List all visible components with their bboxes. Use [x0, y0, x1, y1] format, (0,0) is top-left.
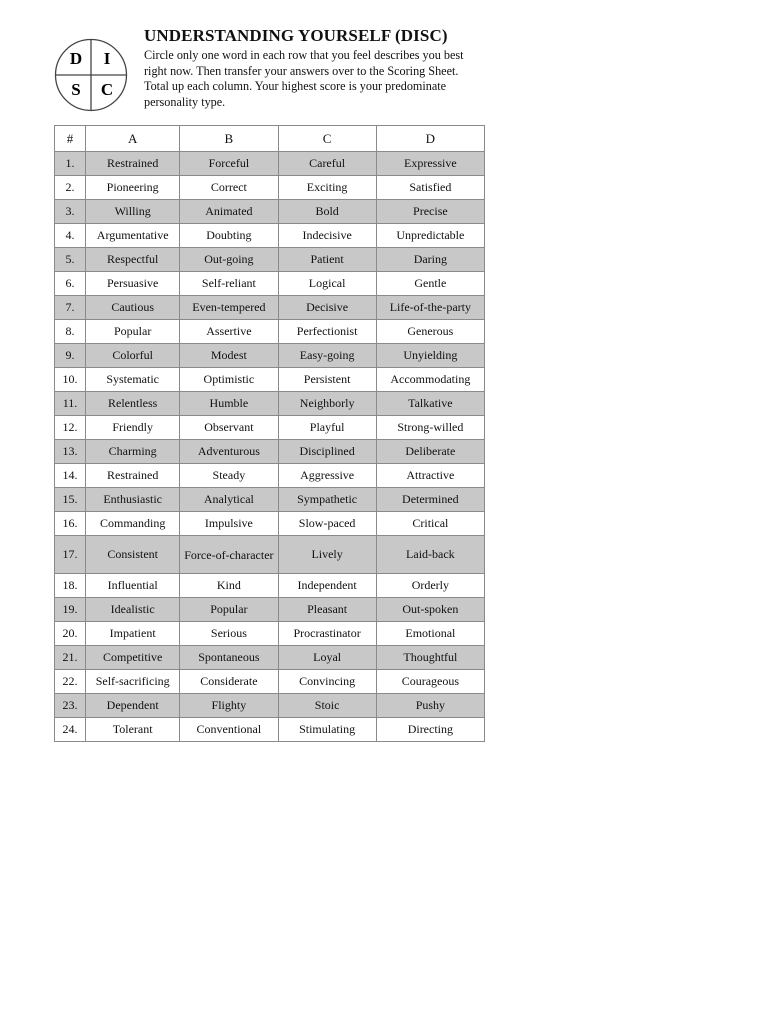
word-b[interactable]: Force-of-character [180, 536, 278, 574]
word-a[interactable]: Restrained [86, 152, 180, 176]
page-title: UNDERSTANDING YOURSELF (DISC) [144, 26, 448, 45]
word-d[interactable]: Accommodating [376, 368, 484, 392]
word-d[interactable]: Gentle [376, 272, 484, 296]
word-b[interactable]: Optimistic [180, 368, 278, 392]
table-row [55, 646, 485, 670]
header-column-c: C [278, 126, 376, 152]
word-d[interactable]: Determined [376, 488, 484, 512]
word-b[interactable]: Steady [180, 464, 278, 488]
word-c[interactable]: Easy-going [278, 344, 376, 368]
word-b[interactable]: Impulsive [180, 512, 278, 536]
word-a[interactable]: Charming [86, 440, 180, 464]
word-a[interactable]: Cautious [86, 296, 180, 320]
row-number: 20. [55, 622, 86, 646]
row-number: 2. [55, 176, 86, 200]
word-b[interactable]: Out-going [180, 248, 278, 272]
word-d[interactable]: Deliberate [376, 440, 484, 464]
row-number: 6. [55, 272, 86, 296]
word-a[interactable]: Popular [86, 320, 180, 344]
word-a[interactable]: Argumentative [86, 224, 180, 248]
table-row [55, 536, 485, 574]
row-number: 16. [55, 512, 86, 536]
word-b[interactable]: Adventurous [180, 440, 278, 464]
table-row [55, 368, 485, 392]
word-b[interactable]: Modest [180, 344, 278, 368]
table-row [55, 598, 485, 622]
table-row [55, 512, 485, 536]
word-b[interactable]: Doubting [180, 224, 278, 248]
word-d[interactable]: Life-of-the-party [376, 296, 484, 320]
word-a[interactable]: Tolerant [86, 718, 180, 742]
table-row [55, 176, 485, 200]
word-a[interactable]: Idealistic [86, 598, 180, 622]
row-number: 13. [55, 440, 86, 464]
row-number: 11. [55, 392, 86, 416]
word-b[interactable]: Conventional [180, 718, 278, 742]
word-b[interactable]: Considerate [180, 670, 278, 694]
word-a[interactable]: Willing [86, 200, 180, 224]
row-number: 10. [55, 368, 86, 392]
row-number: 7. [55, 296, 86, 320]
table-row [55, 320, 485, 344]
word-d[interactable]: Out-spoken [376, 598, 484, 622]
header-column-b: B [180, 126, 278, 152]
table-row [55, 574, 485, 598]
row-number: 12. [55, 416, 86, 440]
table-header-row [55, 126, 485, 152]
row-number: 3. [55, 200, 86, 224]
table-row [55, 272, 485, 296]
row-number: 5. [55, 248, 86, 272]
word-c[interactable]: Playful [278, 416, 376, 440]
word-a[interactable]: Self-sacrificing [86, 670, 180, 694]
word-b[interactable]: Even-tempered [180, 296, 278, 320]
row-number: 1. [55, 152, 86, 176]
word-d[interactable]: Expressive [376, 152, 484, 176]
word-a[interactable]: Colorful [86, 344, 180, 368]
word-d[interactable]: Thoughtful [376, 646, 484, 670]
word-b[interactable]: Animated [180, 200, 278, 224]
table-row [55, 296, 485, 320]
word-a[interactable]: Consistent [86, 536, 180, 574]
header-column-d: D [376, 126, 484, 152]
table-row [55, 344, 485, 368]
word-b[interactable]: Assertive [180, 320, 278, 344]
word-b[interactable]: Spontaneous [180, 646, 278, 670]
word-c[interactable]: Lively [278, 536, 376, 574]
row-number: 14. [55, 464, 86, 488]
word-d[interactable]: Unpredictable [376, 224, 484, 248]
word-a[interactable]: Friendly [86, 416, 180, 440]
word-a[interactable]: Persuasive [86, 272, 180, 296]
word-b[interactable]: Kind [180, 574, 278, 598]
row-number: 18. [55, 574, 86, 598]
word-c[interactable]: Stoic [278, 694, 376, 718]
table-row [55, 392, 485, 416]
word-c[interactable]: Patient [278, 248, 376, 272]
word-b[interactable]: Serious [180, 622, 278, 646]
word-c[interactable]: Pleasant [278, 598, 376, 622]
word-a[interactable]: Systematic [86, 368, 180, 392]
word-b[interactable]: Correct [180, 176, 278, 200]
row-number: 15. [55, 488, 86, 512]
word-b[interactable]: Flighty [180, 694, 278, 718]
word-d[interactable]: Courageous [376, 670, 484, 694]
word-c[interactable]: Indecisive [278, 224, 376, 248]
table-row [55, 224, 485, 248]
word-c[interactable]: Aggressive [278, 464, 376, 488]
word-d[interactable]: Unyielding [376, 344, 484, 368]
logo-letter-c: C [100, 80, 114, 99]
word-c[interactable]: Procrastinator [278, 622, 376, 646]
word-d[interactable]: Directing [376, 718, 484, 742]
word-b[interactable]: Humble [180, 392, 278, 416]
row-number: 22. [55, 670, 86, 694]
table-row [55, 622, 485, 646]
word-a[interactable]: Enthusiastic [86, 488, 180, 512]
row-number: 24. [55, 718, 86, 742]
word-c[interactable]: Exciting [278, 176, 376, 200]
word-b[interactable]: Analytical [180, 488, 278, 512]
word-b[interactable]: Self-reliant [180, 272, 278, 296]
word-c[interactable]: Bold [278, 200, 376, 224]
disc-logo [54, 38, 128, 112]
word-d[interactable]: Satisfied [376, 176, 484, 200]
table-row [55, 440, 485, 464]
header-number: # [55, 126, 86, 152]
row-number: 17. [55, 536, 86, 574]
word-b[interactable]: Forceful [180, 152, 278, 176]
word-a[interactable]: Influential [86, 574, 180, 598]
table-row [55, 248, 485, 272]
word-d[interactable]: Precise [376, 200, 484, 224]
word-d[interactable]: Talkative [376, 392, 484, 416]
table-row [55, 718, 485, 742]
word-d[interactable]: Critical [376, 512, 484, 536]
word-c[interactable]: Perfectionist [278, 320, 376, 344]
row-number: 21. [55, 646, 86, 670]
word-c[interactable]: Independent [278, 574, 376, 598]
word-b[interactable]: Popular [180, 598, 278, 622]
table-row [55, 200, 485, 224]
row-number: 8. [55, 320, 86, 344]
word-c[interactable]: Persistent [278, 368, 376, 392]
word-d[interactable]: Pushy [376, 694, 484, 718]
logo-letter-s: S [71, 80, 81, 99]
word-c[interactable]: Convincing [278, 670, 376, 694]
word-a[interactable]: Relentless [86, 392, 180, 416]
row-number: 4. [55, 224, 86, 248]
word-c[interactable]: Decisive [278, 296, 376, 320]
instructions-text: Circle only one word in each row that you feel describes you best right now. Then transfer your answers over to the Scoring Sheet. Total up each column. Your highest score is your predominate personality type. [144, 48, 464, 109]
word-c[interactable]: Neighborly [278, 392, 376, 416]
word-a[interactable]: Restrained [86, 464, 180, 488]
table-row [55, 464, 485, 488]
word-d[interactable]: Emotional [376, 622, 484, 646]
logo-letter-i: I [103, 49, 111, 68]
word-d[interactable]: Attractive [376, 464, 484, 488]
table-row [55, 694, 485, 718]
logo-letter-d: D [69, 49, 83, 68]
row-number: 23. [55, 694, 86, 718]
word-c[interactable]: Disciplined [278, 440, 376, 464]
table-row [55, 416, 485, 440]
word-b[interactable]: Observant [180, 416, 278, 440]
word-a[interactable]: Competitive [86, 646, 180, 670]
word-c[interactable]: Stimulating [278, 718, 376, 742]
word-c[interactable]: Slow-paced [278, 512, 376, 536]
table-row [55, 488, 485, 512]
word-d[interactable]: Strong-willed [376, 416, 484, 440]
word-d[interactable]: Generous [376, 320, 484, 344]
word-c[interactable]: Careful [278, 152, 376, 176]
row-number: 19. [55, 598, 86, 622]
word-c[interactable]: Sympathetic [278, 488, 376, 512]
word-a[interactable]: Respectful [86, 248, 180, 272]
word-a[interactable]: Impatient [86, 622, 180, 646]
table-row [55, 670, 485, 694]
header-column-a: A [86, 126, 180, 152]
table-body [55, 152, 485, 742]
row-number: 9. [55, 344, 86, 368]
disc-word-table [54, 125, 485, 742]
word-c[interactable]: Logical [278, 272, 376, 296]
word-d[interactable]: Orderly [376, 574, 484, 598]
word-d[interactable]: Laid-back [376, 536, 484, 574]
table-row [55, 152, 485, 176]
word-a[interactable]: Commanding [86, 512, 180, 536]
word-c[interactable]: Loyal [278, 646, 376, 670]
word-a[interactable]: Dependent [86, 694, 180, 718]
word-d[interactable]: Daring [376, 248, 484, 272]
word-a[interactable]: Pioneering [86, 176, 180, 200]
